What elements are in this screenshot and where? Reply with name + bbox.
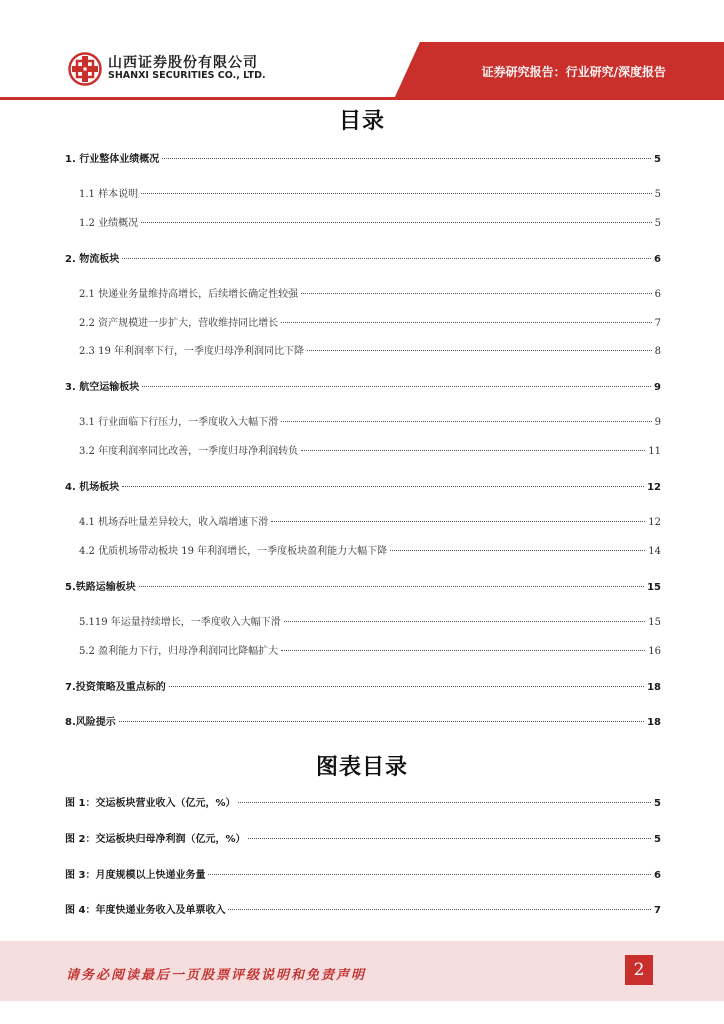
leader-dots bbox=[162, 158, 651, 159]
toc-entry-text: 2.1 快递业务量维持高增长，后续增长确定性较强 bbox=[79, 289, 299, 300]
leader-dots bbox=[141, 222, 652, 223]
toc-title: 目录 bbox=[338, 109, 385, 134]
toc-entry-text: 1. 行业整体业绩概况 bbox=[65, 154, 160, 165]
toc-entry-page: 15 bbox=[647, 582, 661, 593]
leader-dots bbox=[390, 550, 645, 551]
leader-dots bbox=[301, 450, 645, 451]
toc-entry[interactable] bbox=[65, 513, 661, 529]
figure-entry[interactable] bbox=[65, 794, 661, 810]
figure-entry-text: 图 4：年度快递业务收入及单票收入 bbox=[65, 905, 226, 916]
toc-entry[interactable] bbox=[65, 250, 661, 266]
disclaimer-notice: 请务必阅读最后一页股票评级说明和免责声明 bbox=[66, 968, 367, 983]
leader-dots bbox=[301, 293, 652, 294]
toc-entry-page: 18 bbox=[647, 717, 661, 728]
toc-entry-page: 8 bbox=[654, 346, 661, 357]
toc-entry[interactable] bbox=[65, 678, 661, 694]
company-name-en: SHANXI SECURITIES CO., LTD. bbox=[108, 70, 266, 81]
page-header bbox=[0, 0, 724, 100]
toc-entry[interactable] bbox=[65, 314, 661, 330]
report-type-label: 证券研究报告：行业研究/深度报告 bbox=[481, 65, 666, 79]
toc-entry-page: 11 bbox=[648, 446, 661, 457]
leader-dots bbox=[142, 386, 651, 387]
toc-entry-page: 5 bbox=[654, 189, 661, 200]
figure-entry-text: 图 2：交运板块归母净利润（亿元，%） bbox=[65, 834, 246, 845]
leader-dots bbox=[248, 838, 651, 839]
toc-entry[interactable] bbox=[65, 150, 661, 166]
toc-entry-page: 6 bbox=[654, 254, 661, 265]
leader-dots bbox=[284, 621, 645, 622]
toc-entry[interactable] bbox=[65, 642, 661, 658]
leader-dots bbox=[122, 258, 651, 259]
toc-entry[interactable] bbox=[65, 542, 661, 558]
toc-entry-text: 4. 机场板块 bbox=[65, 482, 120, 493]
toc-entry[interactable] bbox=[65, 478, 661, 494]
toc-entry-page: 18 bbox=[647, 682, 661, 693]
toc-entry-page: 5 bbox=[654, 218, 661, 229]
toc-entry[interactable] bbox=[65, 442, 661, 458]
toc-entry-page: 9 bbox=[654, 382, 661, 393]
figure-entry-page: 5 bbox=[654, 834, 661, 845]
header-banner bbox=[0, 0, 724, 100]
toc-entry-text: 3.1 行业面临下行压力，一季度收入大幅下滑 bbox=[79, 417, 279, 428]
leader-dots bbox=[228, 909, 651, 910]
leader-dots bbox=[208, 874, 651, 875]
figure-entry-page: 6 bbox=[654, 870, 661, 881]
toc-entry[interactable] bbox=[65, 185, 661, 201]
toc-entry-text: 1.2 业绩概况 bbox=[79, 218, 139, 229]
toc-entry-page: 12 bbox=[647, 482, 661, 493]
figure-entry-page: 7 bbox=[654, 905, 661, 916]
figure-entry[interactable] bbox=[65, 866, 661, 882]
leader-dots bbox=[139, 586, 644, 587]
toc-entry[interactable] bbox=[65, 613, 661, 629]
leader-dots bbox=[271, 521, 645, 522]
toc-entry-page: 7 bbox=[654, 318, 661, 329]
toc-entry-text: 1.1 样本说明 bbox=[79, 189, 139, 200]
toc-entry[interactable] bbox=[65, 413, 661, 429]
leader-dots bbox=[238, 802, 651, 803]
figure-entry-text: 图 1：交运板块营业收入（亿元，%） bbox=[65, 798, 236, 809]
toc-entry-text: 5.2 盈利能力下行，归母净利润同比降幅扩大 bbox=[79, 646, 279, 657]
toc-entry-text: 2. 物流板块 bbox=[65, 254, 120, 265]
figure-entry-page: 5 bbox=[654, 798, 661, 809]
toc-entry-page: 9 bbox=[654, 417, 661, 428]
toc-entry[interactable] bbox=[65, 285, 661, 301]
toc-entry-text: 2.2 资产规模进一步扩大，营收维持同比增长 bbox=[79, 318, 279, 329]
leader-dots bbox=[307, 350, 652, 351]
toc-entry-page: 14 bbox=[648, 546, 661, 557]
toc-entry-text: 5.119 年运量持续增长，一季度收入大幅下滑 bbox=[79, 617, 281, 628]
toc-entry-text: 3.2 年度利润率同比改善，一季度归母净利润转负 bbox=[79, 446, 299, 457]
toc-entry-page: 5 bbox=[654, 154, 661, 165]
toc-entry-text: 7.投资策略及重点标的 bbox=[65, 682, 166, 693]
toc-entry[interactable] bbox=[65, 342, 661, 358]
toc-entry[interactable] bbox=[65, 214, 661, 230]
leader-dots bbox=[122, 486, 644, 487]
toc-entry-text: 3. 航空运输板块 bbox=[65, 382, 140, 393]
toc-entry-page: 15 bbox=[648, 617, 661, 628]
toc-entry-text: 2.3 19 年利润率下行，一季度归母净利润同比下降 bbox=[79, 346, 304, 357]
leader-dots bbox=[119, 721, 644, 722]
figure-entry[interactable] bbox=[65, 830, 661, 846]
toc-entry[interactable] bbox=[65, 713, 661, 729]
toc-entry[interactable] bbox=[65, 378, 661, 394]
figure-entry[interactable] bbox=[65, 901, 661, 917]
toc-entry-text: 4.2 优质机场带动板块 19 年利润增长，一季度板块盈利能力大幅下降 bbox=[79, 546, 388, 557]
toc-entry-page: 6 bbox=[654, 289, 661, 300]
toc-entry-page: 12 bbox=[648, 517, 661, 528]
toc-entry-page: 16 bbox=[648, 646, 661, 657]
toc-entry[interactable] bbox=[65, 578, 661, 594]
company-name-cn: 山西证券股份有限公司 bbox=[108, 55, 258, 71]
figure-entry-text: 图 3：月度规模以上快递业务量 bbox=[65, 870, 206, 881]
toc-entry-text: 5.铁路运输板块 bbox=[65, 582, 136, 593]
toc-entry-text: 8.风险提示 bbox=[65, 717, 116, 728]
leader-dots bbox=[169, 686, 644, 687]
leader-dots bbox=[281, 650, 645, 651]
figures-title: 图表目录 bbox=[315, 755, 408, 780]
toc-entry-text: 4.1 机场吞吐量差异较大，收入端增速下滑 bbox=[79, 517, 269, 528]
page-number: 2 bbox=[625, 955, 653, 985]
company-logo-icon bbox=[68, 52, 102, 86]
leader-dots bbox=[281, 322, 652, 323]
leader-dots bbox=[141, 193, 652, 194]
leader-dots bbox=[281, 421, 652, 422]
